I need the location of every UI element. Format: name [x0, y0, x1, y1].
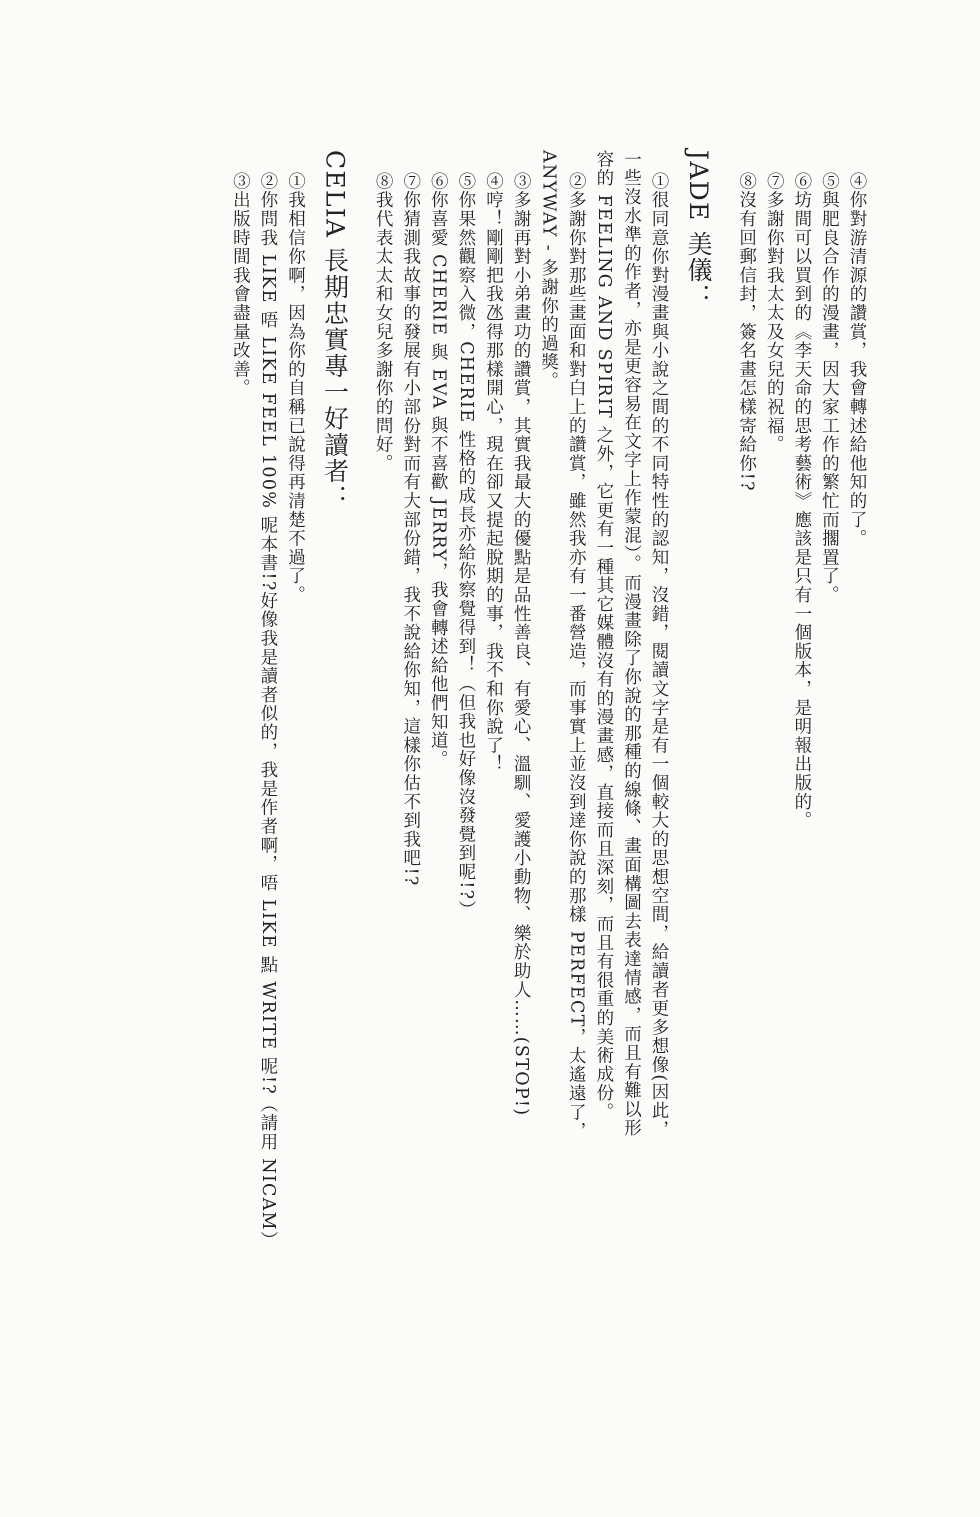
jade-line: ⑤你果然觀察入微，CHERIE 性格的成長亦給你察覺得到！（但我也好像沒發覺到呢!?）: [455, 172, 476, 920]
jade-line: ①很同意你對漫畫與小說之間的不同特性的認知，沒錯，閱讀文字是有一個較大的思想空間，給讀者更多想像(因此，: [649, 172, 670, 1139]
jade-line: ⑧我代表太太和女兒多謝你的問好。: [373, 172, 394, 473]
reply-item: ④你對游清源的讚賞，我會轉述給他知的了。: [847, 172, 867, 548]
jade-line: ⑥你喜愛 CHERIE 與 EVA 與不喜歡 JERRY，我會轉述給他們知道。: [428, 172, 449, 769]
reply-item: ⑧沒有回郵信封，簽名畫怎樣寄給你!?: [736, 172, 757, 492]
celia-line: ③出版時間我會盡量改善。: [230, 172, 251, 398]
jade-line: ②多謝你對那些畫面和對白上的讚賞，雖然我亦有一番營造，而事實上並沒到達你說的那樣 PERFECT，太遙遠了，: [566, 172, 587, 1141]
jade-heading: JADE 美儀：: [684, 150, 714, 310]
jade-line: ⑦你猜測我故事的發展有小部份對而有大部份錯，我不說給你知，這樣你估不到我吧!?: [400, 172, 421, 887]
jade-line: ANYWAY - 多謝你的過獎。: [538, 150, 559, 391]
jade-line: 容的 FEELING AND SPIRIT 之外，它更有一種其它媒體沒有的漫畫感，直接而且深刻，而且有很重的美術成份。: [593, 150, 614, 1122]
reply-item: ⑦多謝你對我太太及女兒的祝福。: [764, 172, 785, 454]
jade-line: 一些沒水準的作者，亦是更容易在文字上作蒙混）。而漫畫除了你說的那種的線條、畫面構圖去表達情感，而且有難以形: [621, 150, 642, 1138]
reply-item: ⑤與肥良合作的漫畫，因大家工作的繁忙而擱置了。: [819, 172, 840, 605]
celia-line: ①我相信你啊，因為你的自稱已說得再清楚不過了。: [285, 172, 306, 605]
jade-line: ③多謝再對小弟畫功的讚賞，其實我最大的優點是品性善良、有愛心、溫馴、愛護小動物、樂於助人……(STOP!): [511, 172, 532, 1117]
celia-line: ②你問我 LIKE 唔 LIKE FEEL 100% 呢本書!?好像我是讀者似的，我是作者啊，唔 LIKE 點 WRITE 呢!?（請用 NICAM）: [257, 172, 278, 1250]
letter-reply-text: [226, 150, 870, 1470]
jade-line: ④哼！剛剛把我氹得那樣開心，現在卻又提起脫期的事，我不和你說了！: [483, 172, 504, 774]
reply-item: ⑥坊間可以買到的《李天命的思考藝術》應該是只有一個版本，是明報出版的。: [791, 172, 812, 830]
celia-heading: CELIA 長期忠實專一好讀者：: [320, 150, 350, 511]
